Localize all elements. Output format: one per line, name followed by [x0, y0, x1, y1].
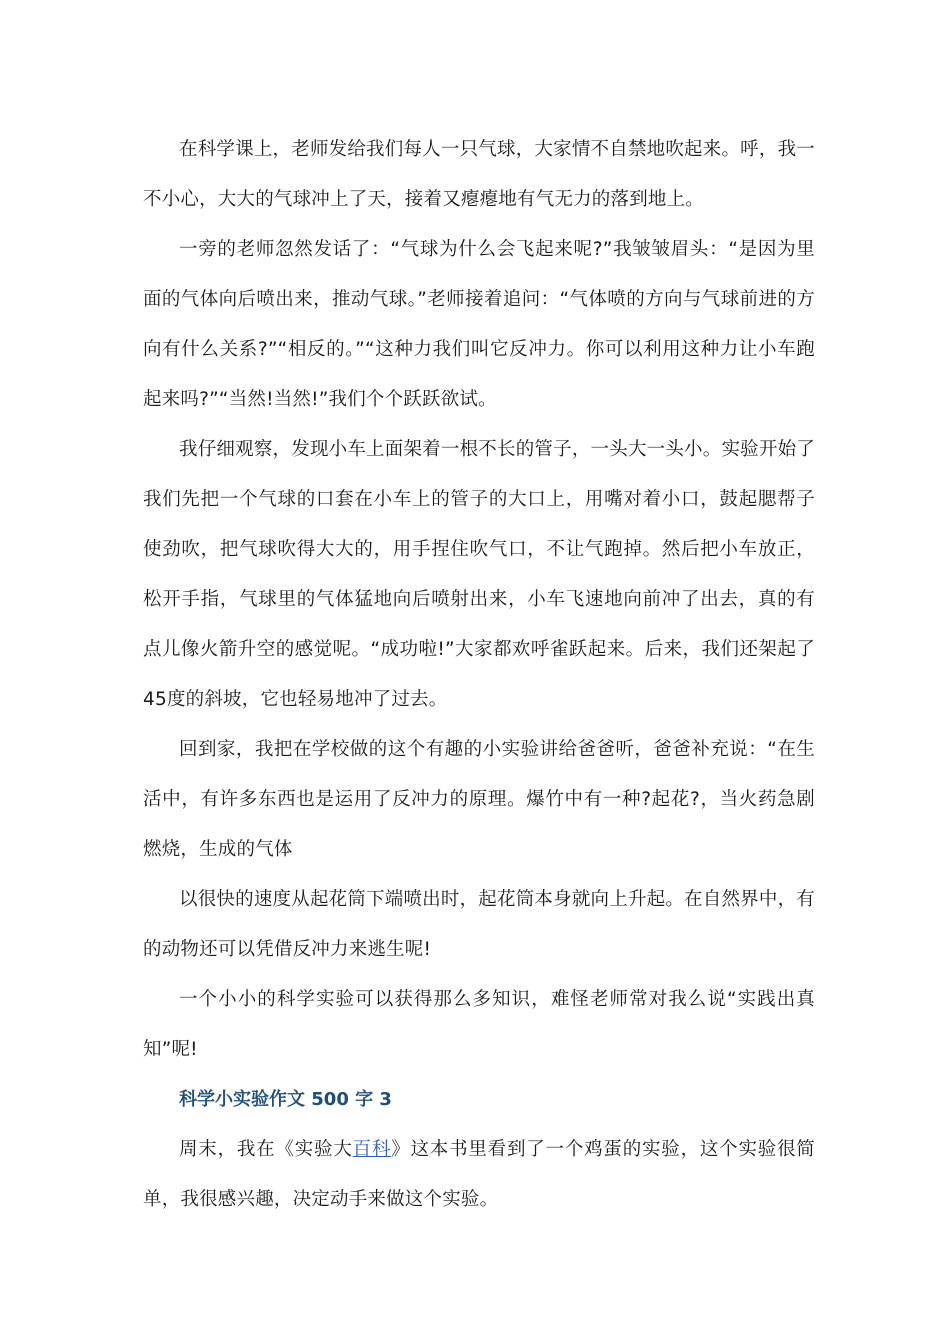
paragraph-text-after-link: 》这本书里看到了一个鸡蛋的实验，这个实验很简单，我很感兴趣，决定动手来做这个实验。: [143, 1139, 816, 1210]
paragraph-father-explains: 回到家，我把在学校做的这个有趣的小实验讲给爸爸听，爸爸补充说：“在生活中，有许多东西也是运用了反冲力的原理。爆竹中有一种?起花?，当火药急剧燃烧，生成的气体: [143, 739, 815, 860]
paragraph-firework: 以很快的速度从起花筒下端喷出时，起花筒本身就向上升起。在自然界中，有的动物还可以凭借反冲力来逃生呢!: [143, 889, 815, 960]
paragraph-text-before-link: 周末，我在《实验大: [179, 1139, 353, 1160]
paragraph-conclusion: 一个小小的科学实验可以获得那么多知识，难怪老师常对我么说“实践出真知”呢!: [143, 989, 815, 1060]
baike-link[interactable]: 百科: [352, 1139, 392, 1160]
paragraph-experiment: 我仔细观察，发现小车上面架着一根不长的管子，一头大一头小。实验开始了我们先把一个气球的口套在小车上的管子的大口上，用嘴对着小口，鼓起腮帮子使劲吹，把气球吹得大大的，用手捏住吹气口，不让气跑掉。然后把小车放正，松开手指，气球里的气体猛地向后喷射出来，小车飞速地向前冲了出去，真的有点儿像火箭升空的感觉呢。“成功啦!”大家都欢呼雀跃起来。后来，我们还架起了45度的斜坡，它也轻易地冲了过去。: [143, 439, 815, 710]
section-heading: 科学小实验作文 500 字 3: [179, 1089, 392, 1110]
document-page: [143, 125, 815, 1225]
paragraph-balloon-intro: 在科学课上，老师发给我们每人一只气球，大家情不自禁地吹起来。呼，我一不小心，大大的气球冲上了天，接着又瘪瘪地有气无力的落到地上。: [143, 139, 815, 210]
paragraph-egg-experiment: [143, 1125, 815, 1225]
paragraph-teacher-question: 一旁的老师忽然发话了：“气球为什么会飞起来呢?”我皱皱眉头：“是因为里面的气体向后喷出来，推动气球。”老师接着追问：“气体喷的方向与气球前进的方向有什么关系?”“相反的。”“这种力我们叫它反冲力。你可以利用这种力让小车跑起来吗?”“当然!当然!”我们个个跃跃欲试。: [143, 239, 815, 410]
